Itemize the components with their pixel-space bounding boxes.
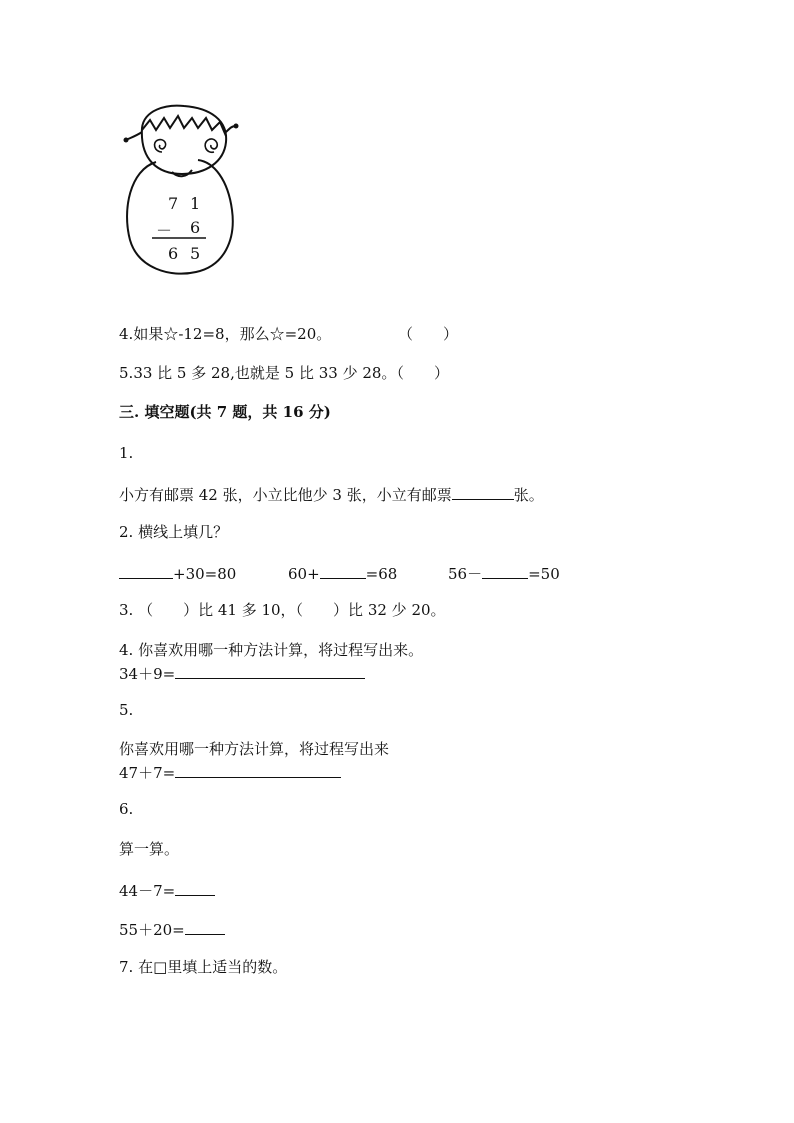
expression-text: +30=80 [173,565,237,583]
answer-blank[interactable] [320,564,366,579]
question-7-heading: 7. 在□里填上适当的数。 [119,958,288,976]
question-2-item-3 [448,564,560,582]
expression-text: 60+ [288,565,320,583]
expression-text: =68 [365,565,398,583]
answer-blank[interactable] [452,485,514,500]
judge-question-5 [119,366,449,381]
cartoon-subtraction-figure [118,100,248,285]
answer-blank[interactable] [185,920,225,935]
result-digit-tens: 6 [168,244,179,263]
question-4-expression [119,664,365,682]
question-6-number: 6. [119,800,134,818]
question-text-end: 张。 [513,486,544,504]
question-5-expression [119,763,341,781]
judge-question-number: 4. [119,325,134,343]
expression-text: 34＋9= [119,665,176,683]
answer-blank[interactable] [119,564,173,579]
expression-text: 44－7= [119,882,176,900]
question-6-expression-1 [119,881,215,899]
question-6-heading: 算一算。 [119,840,180,858]
answer-blank[interactable] [175,763,341,778]
question-3-text: 3. （ ）比 41 多 10，（ ）比 32 少 20。 [119,601,446,619]
question-6-expression-2 [119,920,225,938]
top-digit-ones: 1 [190,194,201,213]
top-digit-tens: 7 [168,194,179,213]
judge-question-4 [119,327,331,342]
question-1-number: 1. [119,444,134,462]
answer-blank[interactable] [175,664,365,679]
question-2-heading: 2. 横线上填几？ [119,523,229,541]
answer-blank[interactable] [482,564,528,579]
answer-bracket[interactable]: （ ） [398,325,459,343]
judge-question-text: 33 比 5 多 28,也就是 5 比 33 少 28。 [133,364,397,382]
expression-text: =50 [528,565,560,583]
cartoon-doll-drawing [118,100,248,285]
expression-text: 47＋7= [119,764,176,782]
question-2-item-2 [288,564,397,582]
expression-text: 55＋20= [119,921,185,939]
question-text: 小方有邮票 42 张，小立比他少 3 张，小立有邮票 [119,486,452,504]
minus-sign: － [156,221,173,240]
question-4-heading: 4. 你喜欢用哪一种方法计算，将过程写出来。 [119,641,424,659]
question-2-item-1 [119,564,236,582]
question-5-heading: 你喜欢用哪一种方法计算，将过程写出来 [119,740,390,758]
answer-bracket[interactable]: （ ） [396,364,449,382]
answer-blank[interactable] [175,881,215,896]
question-1-text [119,485,544,503]
question-5-number: 5. [119,701,134,719]
subtrahend-digit: 6 [190,218,201,237]
section-title: 三. 填空题(共 7 题，共 16 分) [119,403,331,421]
judge-question-text: 如果☆-12=8，那么☆=20。 [133,325,332,343]
judge-question-number: 5. [119,364,134,382]
result-digit-ones: 5 [190,244,201,263]
expression-text: 56－ [448,565,483,583]
